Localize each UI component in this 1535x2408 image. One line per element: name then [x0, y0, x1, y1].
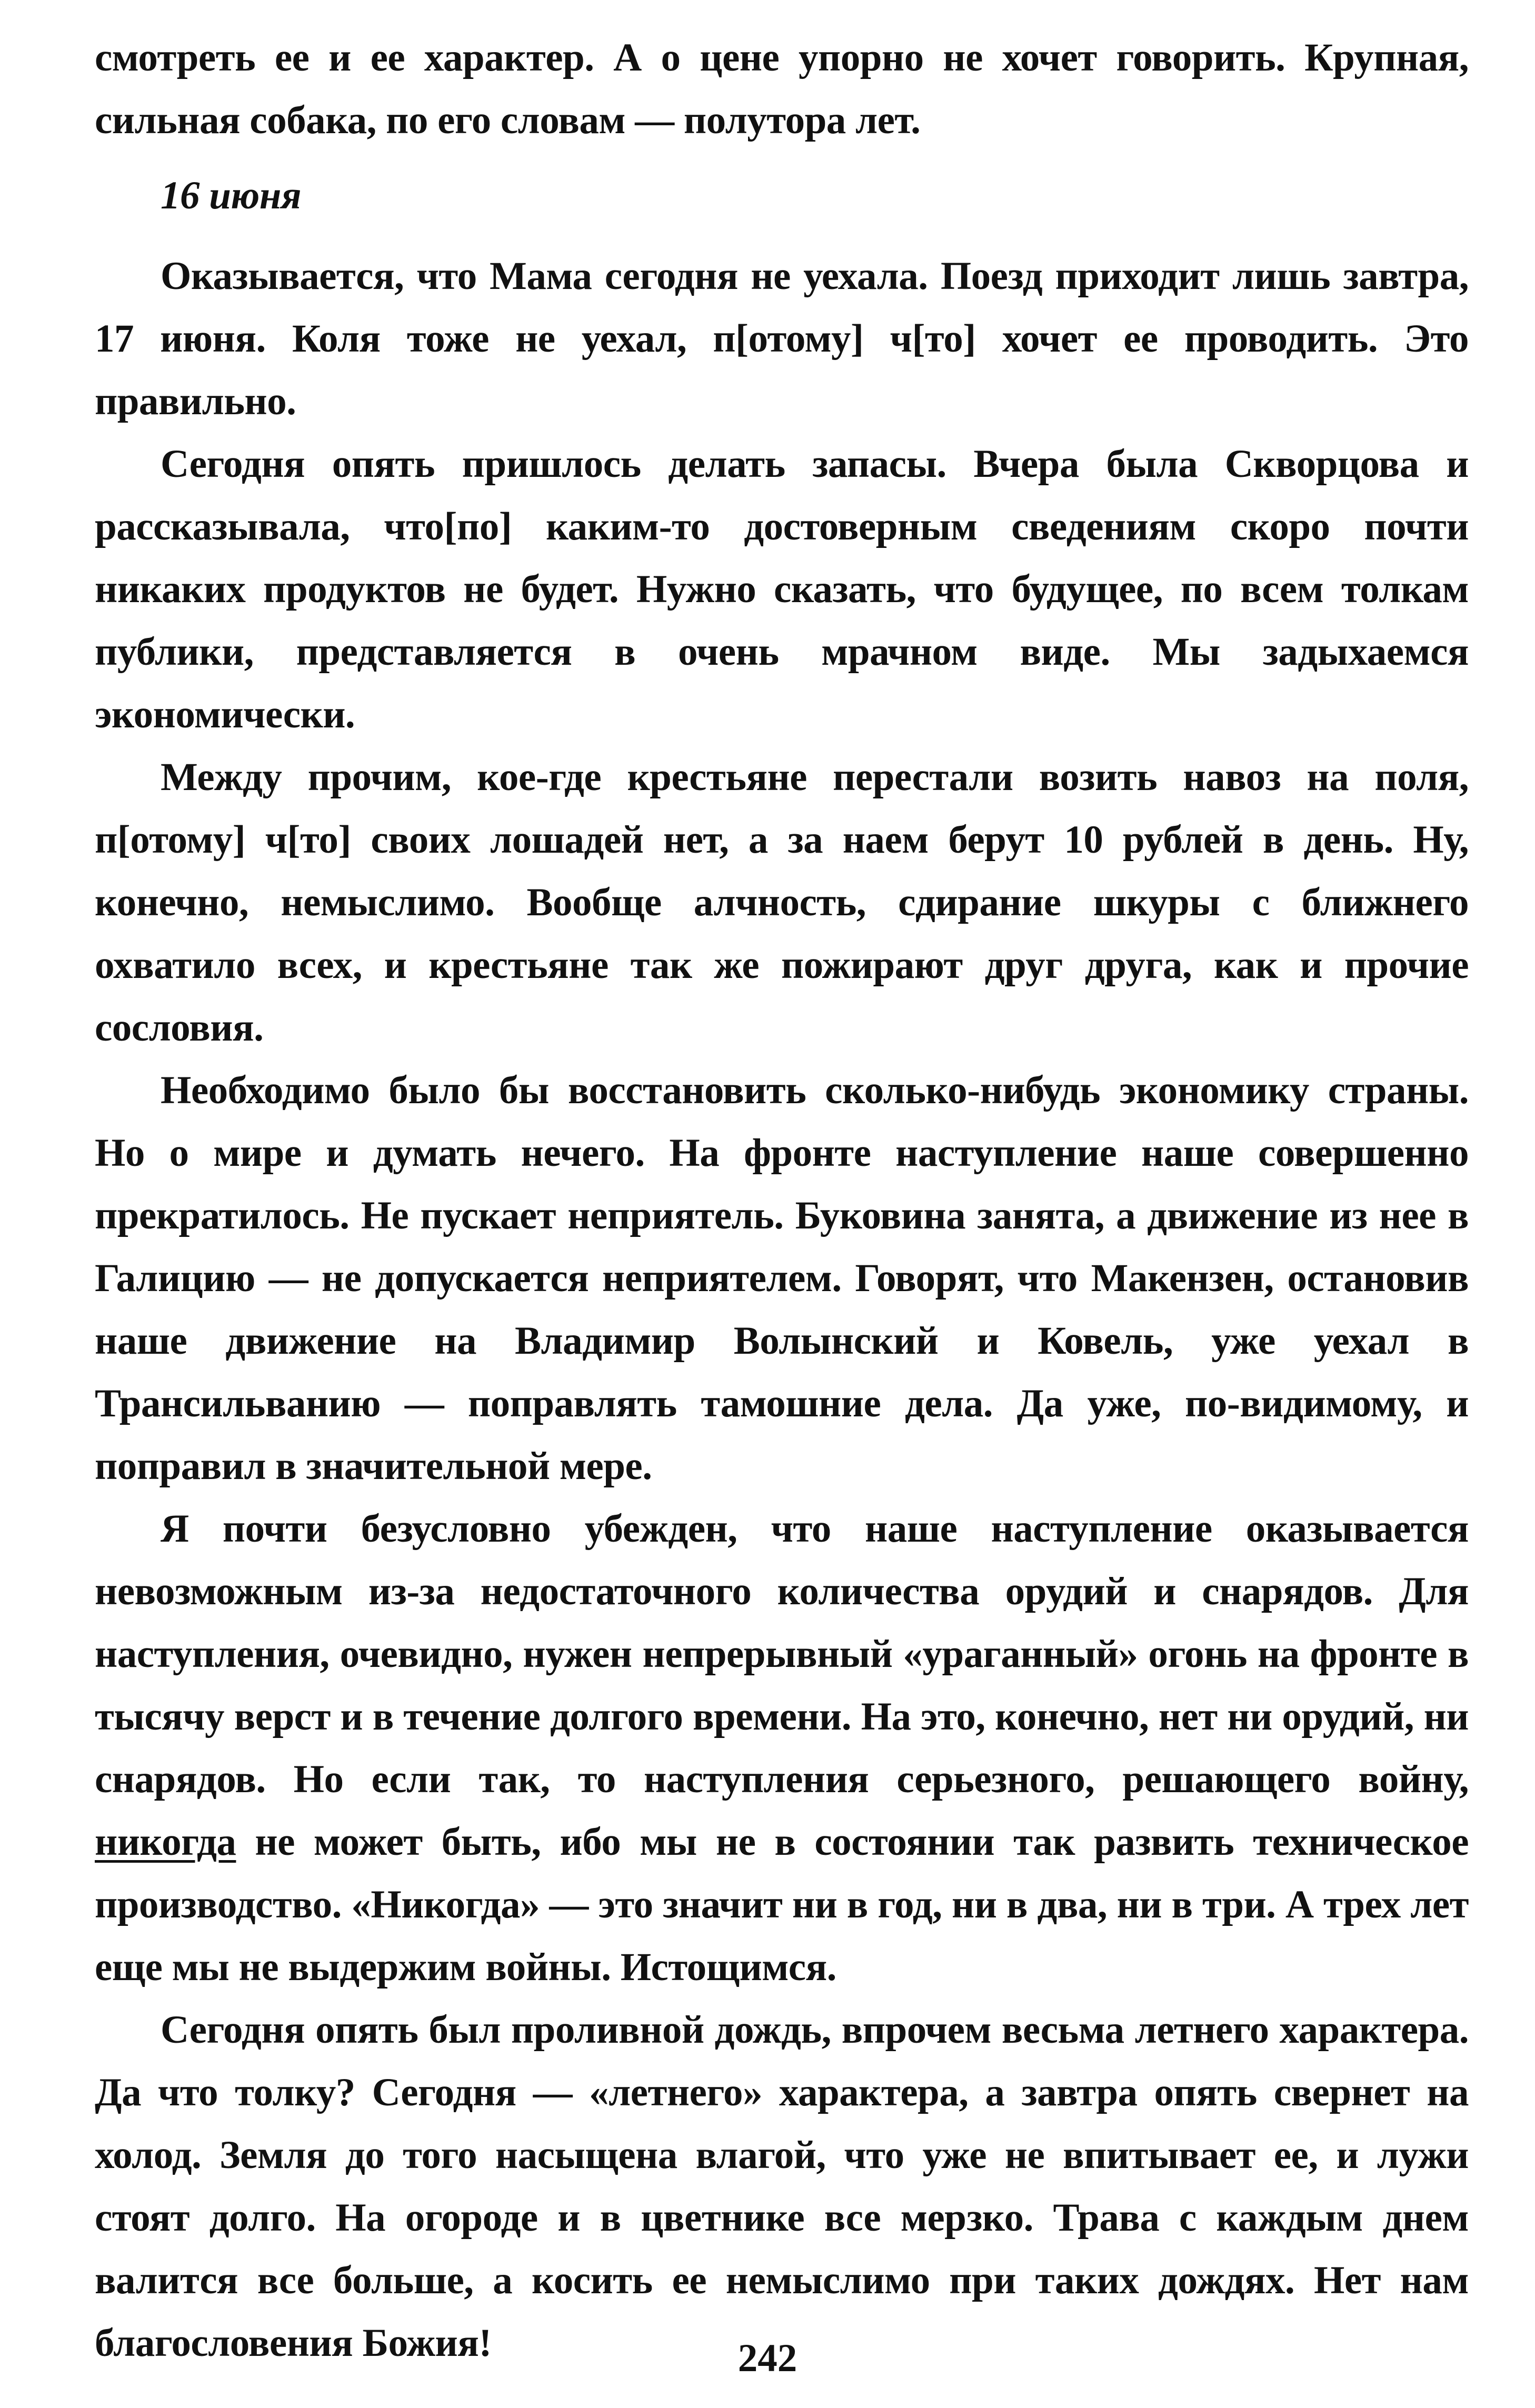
- paragraph-5-before: Я почти безусловно убежден, что наше наступление оказывается невозможным из-за недостаточного количества орудий и снарядов. Для наступления, очевидно, нужен непрерывный «ураганный» огонь на фронте в тысячу верст и в течение долгого времени. На это, конечно, нет ни орудий, ни снарядов. Но если так, то наступления серьезного, решающего войну,: [95, 1507, 1469, 1801]
- paragraph-4: Необходимо было бы восстановить сколько-нибудь экономику страны. Но о мире и думать нечего. На фронте наступление наше совершенно прекратилось. Не пускает неприятель. Буковина занята, а движение из нее в Галицию — не допускается неприятелем. Говорят, что Макензен, остановив наше движение на Владимир Волынский и Ковель, уже уехал в Трансильванию — поправлять тамошние дела. Да уже, по-видимому, и поправил в значительной мере.: [95, 1068, 1469, 1488]
- paragraph-3: Между прочим, кое-где крестьяне перестали возить навоз на поля, п[отому] ч[то] своих лошадей нет, а за наем берут 10 рублей в день. Ну, конечно, немыслимо. Вообще алчность, сдирание шкуры с ближнего охватило всех, и крестьяне так же пожирают друг друга, как и прочие сословия.: [95, 755, 1469, 1050]
- paragraph-1: Оказывается, что Мама сегодня не уехала. Поезд приходит лишь завтра, 17 июня. Коля тоже не уехал, п[отому] ч[то] хочет ее проводить. Это правильно.: [95, 254, 1469, 423]
- continuation-paragraph: смотреть ее и ее характер. А о цене упорно не хочет говорить. Крупная, сильная собака, по его словам — полутора лет.: [95, 36, 1469, 142]
- underlined-word: никогда: [95, 1820, 236, 1864]
- paragraph-5: [95, 1497, 1469, 1999]
- paragraph-5-after: не может быть, ибо мы не в состоянии так развить техническое производство. «Никогда» — это значит ни в год, ни в два, ни в три. А трех лет еще мы не выдержим войны. Истощимся.: [95, 1820, 1469, 1989]
- paragraph-2: Сегодня опять пришлось делать запасы. Вчера была Скворцова и рассказывала, что[по] каким-то достоверным сведениям скоро почти никаких продуктов не будет. Нужно сказать, что будущее, по всем толкам публики, представляется в очень мрачном виде. Мы задыхаемся экономически.: [95, 442, 1469, 736]
- diary-date-heading: 16 июня: [161, 174, 301, 217]
- page-number: 242: [737, 2336, 798, 2380]
- paragraph-6: Сегодня опять был проливной дождь, впрочем весьма летнего характера. Да что толку? Сегодня — «летнего» характера, а завтра опять свернет на холод. Земля до того насыщена влагой, что уже не впитывает ее, и лужи стоят долго. На огороде и в цветнике все мерзко. Трава с каждым днем валится все больше, а косить ее немыслимо при таких дождях. Нет нам благословения Божия!: [95, 2008, 1469, 2365]
- page-text: [95, 26, 1469, 2374]
